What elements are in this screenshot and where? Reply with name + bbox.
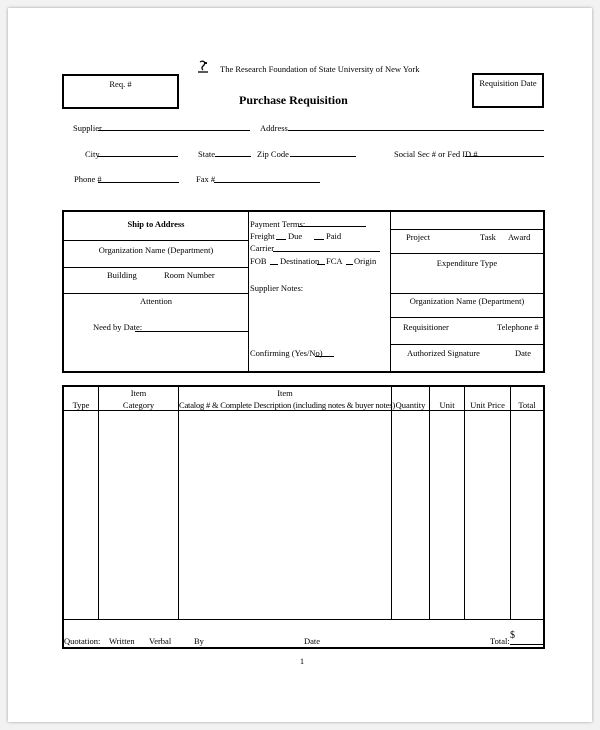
quotation-label: Quotation: bbox=[64, 636, 101, 646]
city-field[interactable] bbox=[98, 156, 178, 157]
divider bbox=[391, 253, 543, 254]
fob-label: FOB bbox=[250, 256, 267, 266]
address-field[interactable] bbox=[288, 130, 544, 131]
divider bbox=[64, 240, 248, 241]
payment-terms-label: Payment Terms: bbox=[250, 219, 306, 229]
authorized-signature-label: Authorized Signature bbox=[407, 348, 480, 358]
org-name: The Research Foundation of State University of New York bbox=[220, 64, 420, 74]
divider bbox=[429, 387, 430, 619]
req-number-label: Req. # bbox=[109, 79, 132, 89]
city-label: City bbox=[85, 149, 100, 159]
origin-label: Origin bbox=[354, 256, 377, 266]
col-type: Type bbox=[72, 400, 90, 410]
supplier-label: Supplier bbox=[73, 123, 102, 133]
phone-label: Phone # bbox=[74, 174, 102, 184]
carrier-label: Carrier bbox=[250, 243, 275, 253]
carrier-field[interactable] bbox=[273, 251, 380, 252]
ssn-field[interactable] bbox=[465, 156, 544, 157]
supplier-notes-label: Supplier Notes: bbox=[250, 283, 304, 293]
zip-label: Zip Code bbox=[257, 149, 289, 159]
telephone-label: Telephone # bbox=[497, 322, 539, 332]
divider bbox=[248, 211, 249, 372]
req-number-box[interactable] bbox=[62, 74, 179, 109]
divider bbox=[64, 293, 248, 294]
need-by-date-field[interactable] bbox=[135, 331, 248, 332]
freight-due-field[interactable] bbox=[276, 239, 286, 240]
col-unit: Unit bbox=[439, 400, 455, 410]
req-date-label: Requisition Date bbox=[479, 78, 537, 88]
divider bbox=[391, 387, 392, 619]
document-page bbox=[8, 8, 592, 722]
ship-to-title: Ship to Address bbox=[127, 219, 185, 229]
divider bbox=[510, 387, 511, 619]
divider bbox=[391, 229, 543, 230]
award-label: Award bbox=[508, 232, 531, 242]
divider bbox=[391, 344, 543, 345]
ship-org-label: Organization Name (Department) bbox=[98, 245, 214, 255]
fca-label: FCA bbox=[326, 256, 343, 266]
divider bbox=[391, 317, 543, 318]
divider bbox=[64, 410, 543, 411]
items-table bbox=[62, 385, 545, 649]
col-item-category-1: Item bbox=[130, 388, 147, 398]
supplier-field[interactable] bbox=[98, 130, 250, 131]
divider bbox=[64, 267, 248, 268]
col-item-desc-1: Item bbox=[277, 388, 293, 398]
state-field[interactable] bbox=[215, 156, 251, 157]
quotation-date-label: Date bbox=[304, 636, 321, 646]
confirming-field[interactable] bbox=[315, 356, 334, 357]
freight-paid-field[interactable] bbox=[314, 239, 324, 240]
divider bbox=[464, 387, 465, 619]
freight-paid-label: Paid bbox=[326, 231, 342, 241]
room-number-label: Room Number bbox=[164, 270, 215, 280]
form-title: Purchase Requisition bbox=[239, 93, 348, 107]
payment-terms-field[interactable] bbox=[298, 226, 366, 227]
phone-field[interactable] bbox=[98, 182, 179, 183]
fob-destination-field[interactable] bbox=[270, 264, 278, 265]
auth-date-label: Date bbox=[515, 348, 532, 358]
divider bbox=[391, 293, 543, 294]
divider bbox=[98, 387, 99, 619]
total-label: Total: bbox=[490, 636, 510, 646]
req-date-box[interactable] bbox=[472, 73, 544, 108]
fca-field[interactable] bbox=[317, 264, 325, 265]
building-label: Building bbox=[107, 270, 137, 280]
task-label: Task bbox=[480, 232, 496, 242]
state-label: State bbox=[198, 149, 215, 159]
col-item-desc-2: Catalog # & Complete Description (including notes & buyer notes) bbox=[179, 400, 395, 410]
address-label: Address bbox=[260, 123, 288, 133]
divider bbox=[64, 619, 543, 620]
col-total: Total bbox=[518, 400, 536, 410]
total-dollar-sign: $ bbox=[510, 630, 515, 641]
logo-icon bbox=[197, 60, 209, 74]
project-label: Project bbox=[406, 232, 431, 242]
total-field[interactable] bbox=[510, 644, 543, 645]
col-item-category-2: Category bbox=[122, 400, 155, 410]
origin-field[interactable] bbox=[346, 264, 353, 265]
freight-label: Freight bbox=[250, 231, 275, 241]
expenditure-type-label: Expenditure Type bbox=[436, 258, 498, 268]
fax-field[interactable] bbox=[214, 182, 320, 183]
requisitioner-label: Requisitioner bbox=[403, 322, 449, 332]
col-quantity: Quantity bbox=[395, 400, 426, 410]
page-number: 1 bbox=[299, 656, 305, 666]
ssn-label: Social Sec # or Fed ID # bbox=[394, 149, 478, 159]
need-by-date-label: Need by Date: bbox=[93, 322, 143, 332]
acct-org-label: Organization Name (Department) bbox=[409, 296, 525, 306]
divider bbox=[390, 211, 391, 372]
col-unit-price: Unit Price bbox=[470, 400, 505, 410]
quotation-verbal-label: Verbal bbox=[149, 636, 172, 646]
fax-label: Fax # bbox=[196, 174, 216, 184]
quotation-written-label: Written bbox=[109, 636, 135, 646]
quotation-by-label: By bbox=[194, 636, 204, 646]
divider bbox=[178, 387, 179, 619]
attention-label: Attention bbox=[139, 296, 173, 306]
destination-label: Destination bbox=[280, 256, 320, 266]
confirming-label: Confirming (Yes/No) bbox=[250, 348, 323, 358]
freight-due-label: Due bbox=[288, 231, 303, 241]
zip-field[interactable] bbox=[290, 156, 356, 157]
